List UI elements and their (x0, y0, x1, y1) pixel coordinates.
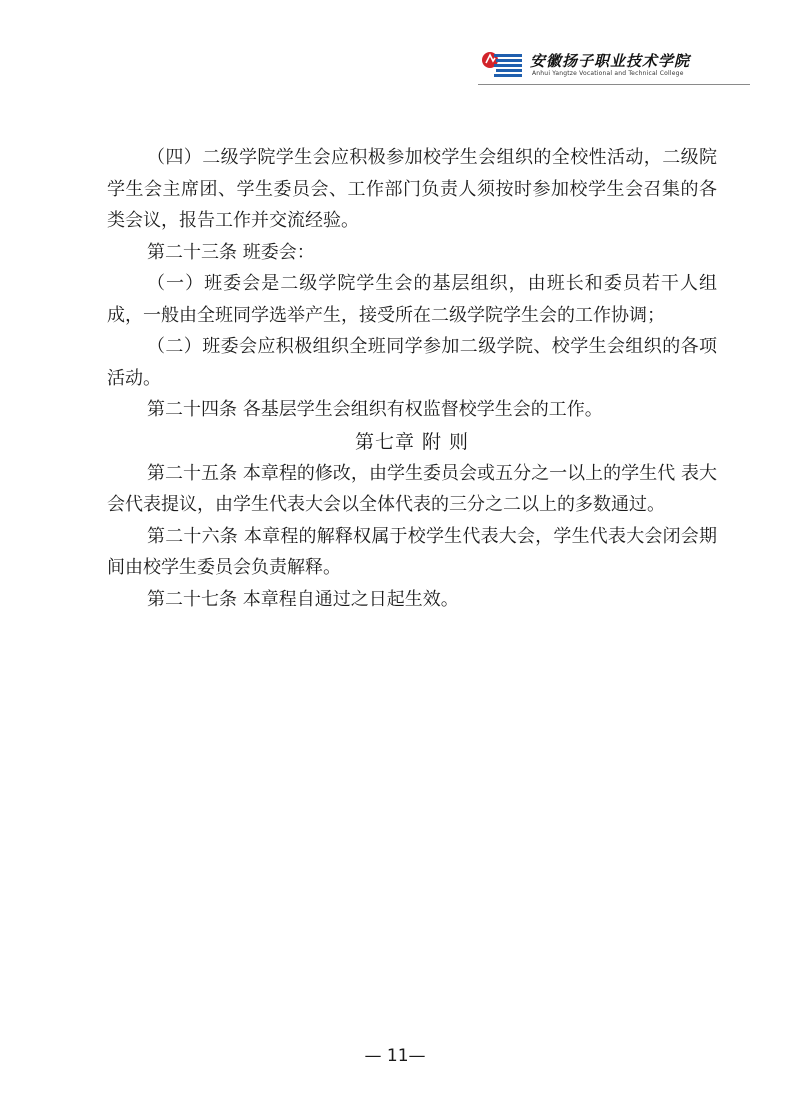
paragraph: （二）班委会应积极组织全班同学参加二级学院、校学生会组织的各项活动。 (107, 336, 717, 389)
paragraph: （一）班委会是二级学院学生会的基层组织，由班长和委员若干人组成，一般由全班同学选举产生，接受所在二级学院学生会的工作协调； (107, 273, 717, 326)
paragraph: 第二十四条 各基层学生会组织有权监督校学生会的工作。 (147, 399, 603, 420)
page-number: — 11— (364, 1046, 426, 1066)
page-header (480, 44, 750, 84)
paragraph: （四）二级学院学生会应积极参加校学生会组织的全校性活动，二级院学生会主席团、学生委员会、工作部门负责人须按时参加校学生会召集的各类会议，报告工作并交流经验。 (107, 147, 717, 231)
paragraph: 第二十六条 本章程的解释权属于校学生代表大会，学生代表大会闭会期间由校学生委员会负责解释。 (107, 525, 717, 578)
header-divider (478, 84, 750, 85)
article-heading: 第二十三条 班委会： (147, 241, 315, 263)
college-logo-icon (480, 48, 524, 80)
chapter-title: 第七章 附 则 (354, 430, 470, 453)
paragraph: 第二十七条 本章程自通过之日起生效。 (147, 588, 459, 610)
school-name-en: Anhui Yangtze Vocational and Technical College (532, 70, 684, 77)
document-body (107, 142, 717, 615)
school-name-cn: 安徽扬子职业技术学院 (530, 52, 691, 70)
paragraph: 第二十五条 本章程的修改，由学生委员会或五分之一以上的学生代 表大会代表提议，由学生代表大会以全体代表的三分之二以上的多数通过。 (107, 462, 717, 515)
